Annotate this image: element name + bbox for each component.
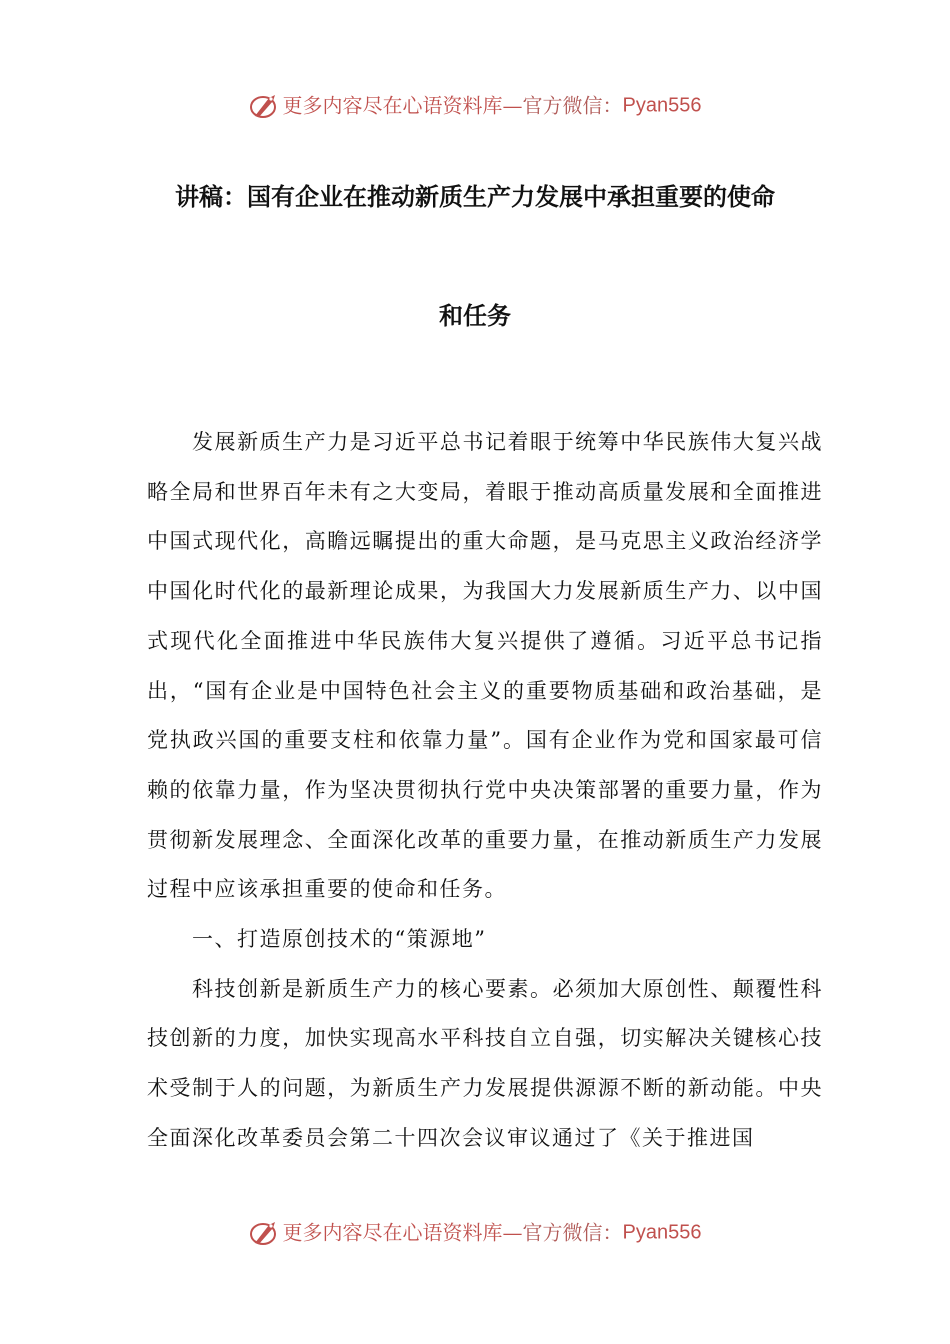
watermark-text: 更多内容尽在心语资料库— — [282, 93, 523, 118]
section-heading: 一、打造原创技术的“策源地” — [192, 927, 487, 952]
document-body — [147, 418, 823, 1164]
footer-watermark — [0, 1216, 950, 1248]
body-paragraph: 科技创新是新质生产力的核心要素。必须加大原创性、颠覆性科技创新的力度，加快实现高水平科技自立自强，切实解决关键核心技术受制于人的问题，为新质生产力发展提供源源不断的新动能。中央全面深化改革委员会第二十四次会议审议通过了《关于推进国 — [147, 976, 823, 1150]
watermark-wechat-id: Pyan556 — [622, 1221, 702, 1244]
watermark-text: 更多内容尽在心语资料库— — [282, 1220, 523, 1245]
watermark-wechat-label: 官方微信： — [522, 93, 623, 118]
header-watermark — [0, 89, 950, 121]
watermark-wechat-id: Pyan556 — [622, 94, 702, 117]
pen-nib-logo-icon — [249, 1219, 281, 1247]
watermark-wechat-label: 官方微信： — [522, 1220, 623, 1245]
body-paragraph: 发展新质生产力是习近平总书记着眼于统筹中华民族伟大复兴战略全局和世界百年未有之大变局，着眼于推动高质量发展和全面推进中国式现代化，高瞻远瞩提出的重大命题，是马克思主义政治经济学中国化时代化的最新理论成果，为我国大力发展新质生产力、以中国式现代化全面推进中华民族伟大复兴提供了遵循。习近平总书记指出，“国有企业是中国特色社会主义的重要物质基础和政治基础，是党执政兴国的重要支柱和依靠力量”。国有企业作为党和国家最可信赖的依靠力量，作为坚决贯彻执行党中央决策部署的重要力量，作为贯彻新发展理念、全面深化改革的重要力量，在推动新质生产力发展过程中应该承担重要的使命和任务。 — [147, 430, 823, 902]
document-title-line-1: 讲稿：国有企业在推动新质生产力发展中承担重要的使命 — [175, 182, 775, 211]
pen-nib-logo-icon — [249, 92, 281, 120]
document-title-line-2: 和任务 — [439, 301, 511, 330]
